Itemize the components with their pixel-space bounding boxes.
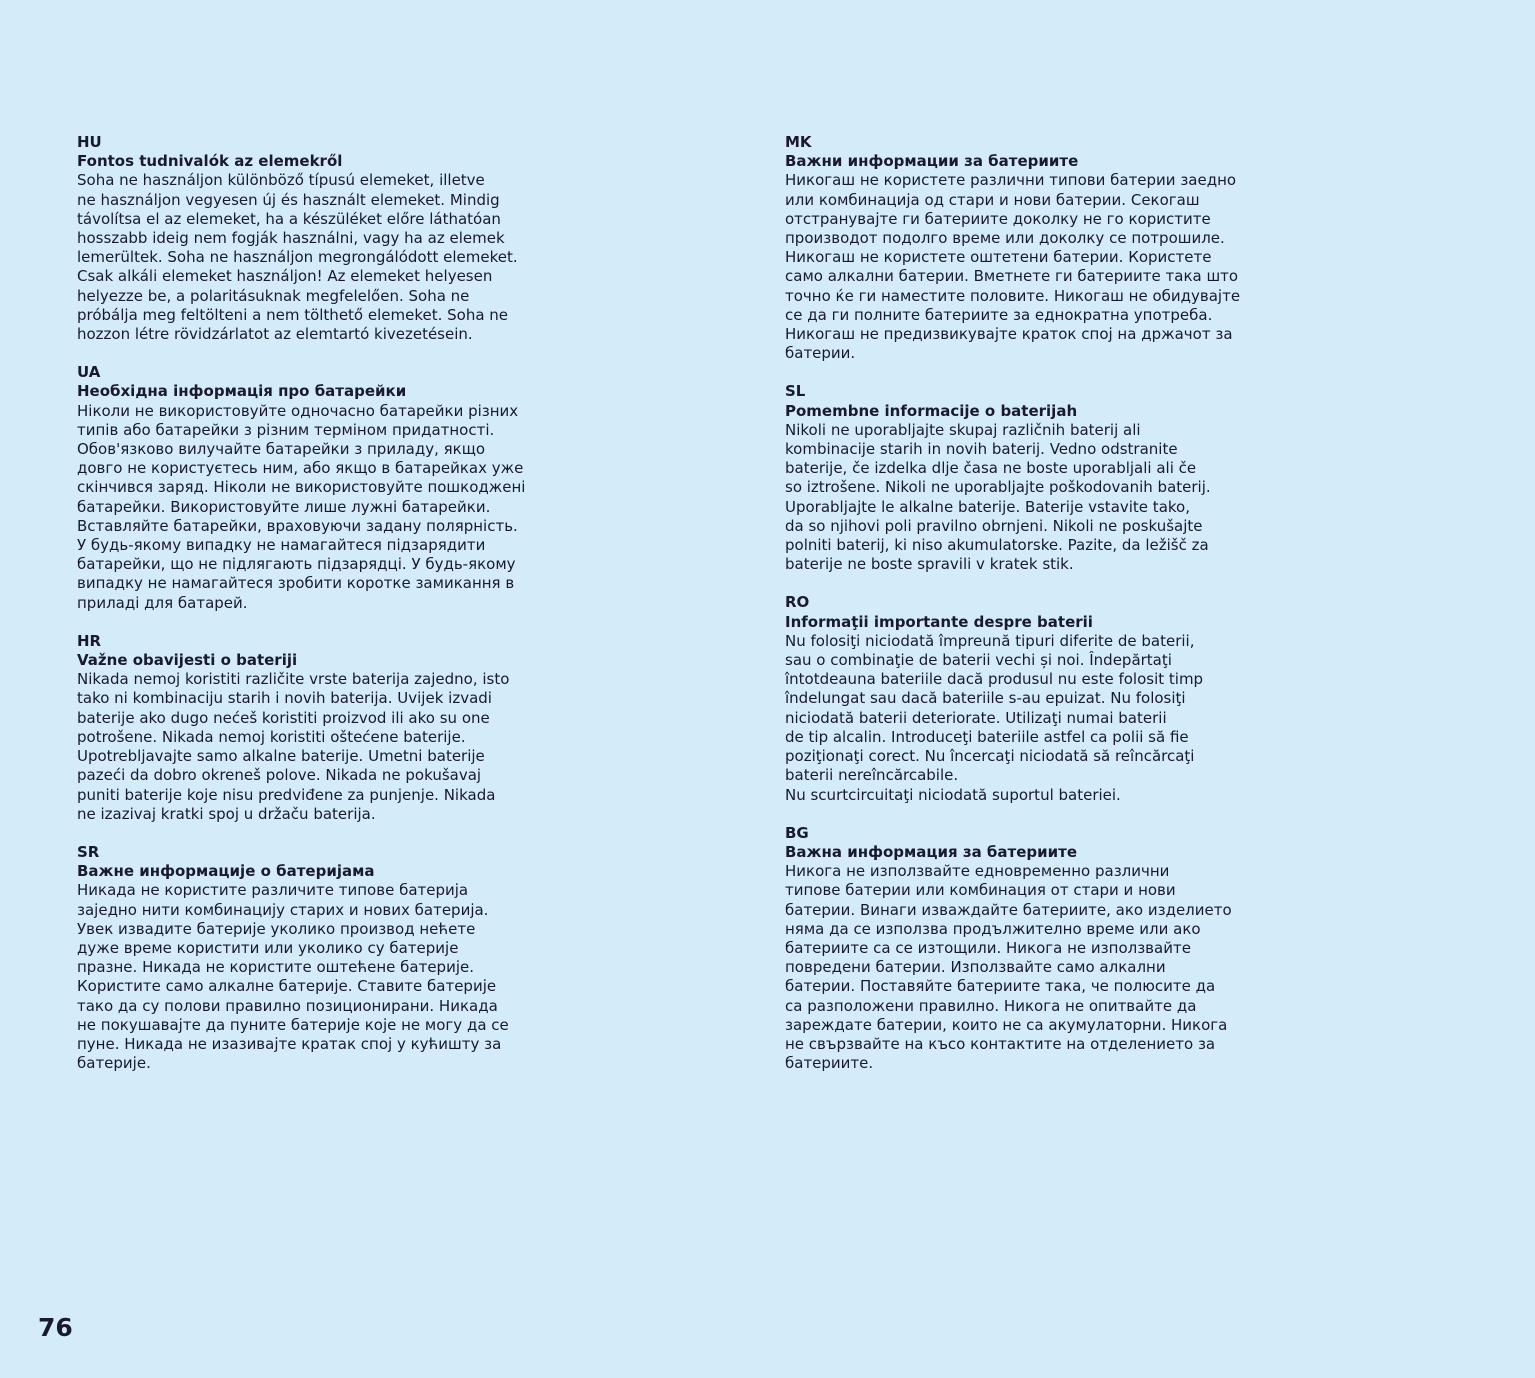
section-sr (77, 843, 557, 1073)
section-text: Никогаш не користете различни типови батерии заедно или комбинација од стари и нови батерии. Секогаш отстранувајте ги батериите доколку не го користите производот подолго време или доколку се потрошиле. Никогаш не користете оштетени батерии. Користете само алкални батерии. Вметнете ги батериите така што точно ќе ги наместите половите. Никогаш не обидувајте се да ги полните батериите за еднократна употреба. Никогаш не предизвикувајте краток спој на држачот за батерии. (785, 171, 1241, 363)
page-number: 76 (38, 1313, 73, 1342)
language-code: HU (77, 133, 102, 151)
section-text: Ніколи не використовуйте одночасно батарейки різних типів або батарейки з різним терміном придатності. Обов'язково вилучайте батарейки з приладу, якщо довго не користуєтесь ним, або якщо в батарейках уже скінчився заряд. Ніколи не використовуйте пошкоджені батарейки. Використовуйте лише лужні батарейки. Вставляйте батарейки, враховуючи задану полярність. У будь-якому випадку не намагайтеся підзарядити батарейки, що не підлягають підзарядці. У будь-якому випадку не намагайтеся зробити коротке замикання в приладі для батарей. (77, 401, 526, 612)
left-column (77, 133, 557, 1092)
section-text: Nikada nemoj koristiti različite vrste baterija zajedno, isto tako ni kombinaciju starih i novih baterija. Uvijek izvadi baterije ako dugo nećeš koristiti proizvod ili ako su one potrošene. Nikada nemoj koristiti oštećene baterije. Upotrebljavajte samo alkalne baterije. Umetni baterije pazeći da dobro okreneš polove. Nikada ne pokušavaj puniti baterije koje nisu predviđene za punjenje. Nikada ne izazivaj kratki spoj u držaču baterija. (77, 670, 510, 823)
language-code: BG (785, 823, 809, 842)
section-heading: Pomembne informacije o baterijah (785, 401, 1078, 420)
language-code: MK (785, 133, 812, 151)
section-heading: Važne obavijesti o bateriji (77, 651, 298, 670)
section-mk (785, 133, 1265, 363)
section-heading: Informaţii importante despre baterii (785, 612, 1093, 631)
section-heading: Необхідна інформація про батарейки (77, 382, 407, 401)
section-text: Nikoli ne uporabljajte skupaj različnih baterij ali kombinacije starih in novih baterij. Vedno odstranite baterije, če izdelka dlje časa ne boste uporabljali ali če so iztrošene. Nikoli ne uporabljajte poškodovanih baterij. Uporabljajte le alkalne baterije. Baterije vstavite tako, da so njihovi poli pravilno obrnjeni. Nikoli ne poskušajte polniti baterij, ki niso akumulatorske. Pazite, da ležišč za baterije ne boste spravili v kratek stik. (785, 420, 1211, 574)
section-sl (785, 382, 1265, 574)
section-heading: Важне информације о батеријама (77, 862, 375, 881)
section-heading: Важна информация за батериите (785, 842, 1078, 861)
right-column (785, 133, 1265, 1092)
section-heading: Важни информации за батериите (785, 152, 1079, 171)
section-text: Soha ne használjon különböző típusú elemeket, illetve ne használjon vegyesen új és használt elemeket. Mindig távolítsa el az elemeket, ha a készüléket előre láthatóan hosszabb ideig nem fogják használni, vagy ha az elemek lemerültek. Soha ne használjon megrongálódott elemeket. Csak alkáli elemeket használjon! Az elemeket helyesen helyezze be, a polaritásuknak megfelelően. Soha ne próbálja meg feltölteni a nem tölthető elemeket. Soha ne hozzon létre rövidzárlatot az elemtartó kivezetésein. (77, 171, 518, 344)
language-code: HR (77, 631, 102, 650)
section-hr (77, 632, 557, 824)
language-code: RO (785, 593, 810, 612)
section-heading: Fontos tudnivalók az elemekről (77, 152, 343, 171)
section-bg (785, 824, 1265, 1074)
language-code: UA (77, 363, 101, 382)
section-hu (77, 133, 557, 344)
section-ua (77, 363, 557, 613)
section-text: Никога не използвайте едновременно различни типове батерии или комбинация от стари и нови батерии. Винаги изваждайте батериите, ако изделието няма да се използва продължително време или ако батериите са се изтощили. Никога не използвайте повредени батерии. Използвайте само алкални батерии. Поставяйте батериите така, че полюсите да са разположени правилно. Никога не опитвайте да зареждате батерии, които не са акумулаторни. Никога не свързвайте на късо контактите на отделението за батериите. (785, 862, 1232, 1073)
language-code: SR (77, 842, 100, 861)
section-text: Никада не користите различите типове батерија заједно нити комбинацију старих и нових батерија. Увек извадите батерије уколико производ нећете дуже време користити или уколико су батерије празне. Никада не користите оштећене батерије. Користите само алкалне батерије. Ставите батерије тако да су полови правилно позиционирани. Никада не покушавајте да пуните батерије које не могу да се пуне. Никада не изазивајте кратак спој у кућишту за батерије. (77, 881, 509, 1073)
language-code: SL (785, 382, 806, 401)
section-ro (785, 593, 1265, 804)
section-text: Nu folosiţi niciodată împreună tipuri diferite de baterii, sau o combinaţie de baterii vechi și noi. Îndepărtaţi întotdeauna bateriile dacă produsul nu este folosit timp îndelungat sau dacă bateriile s-au epuizat. Nu folosiţi niciodată baterii deteriorate. Utilizaţi numai baterii de tip alcalin. Introduceţi bateriile astfel ca polii să fie poziţionaţi corect. Nu încercaţi niciodată să reîncărcaţi baterii nereîncărcabile. Nu scurtcircuitaţi niciodată suportul bateriei. (785, 631, 1204, 804)
